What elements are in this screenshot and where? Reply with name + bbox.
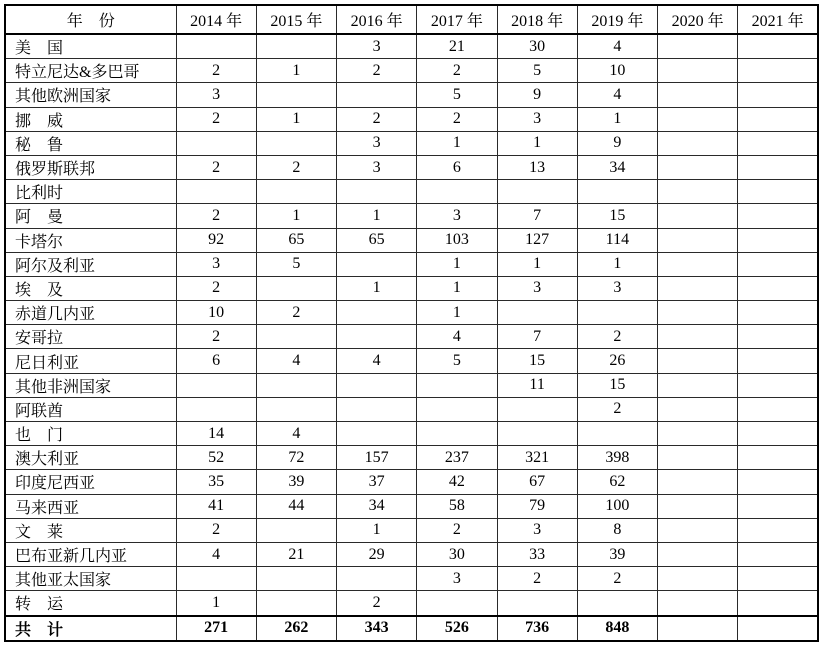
value-cell [738, 131, 818, 155]
value-cell [658, 616, 738, 641]
value-cell: 1 [337, 204, 417, 228]
value-cell [658, 228, 738, 252]
value-cell [738, 542, 818, 566]
value-cell: 15 [577, 373, 657, 397]
header-year-fen-label: 年 份 [5, 5, 176, 34]
value-cell: 848 [577, 616, 657, 641]
value-cell: 2 [337, 591, 417, 616]
table-row [5, 373, 818, 397]
table-row [5, 204, 818, 228]
value-cell [658, 591, 738, 616]
value-cell: 3 [497, 107, 577, 131]
value-cell: 1 [417, 252, 497, 276]
value-cell [417, 591, 497, 616]
value-cell: 398 [577, 446, 657, 470]
table-body [5, 34, 818, 641]
value-cell: 2 [417, 518, 497, 542]
value-cell: 4 [577, 34, 657, 59]
value-cell: 2 [176, 518, 256, 542]
value-cell [256, 397, 336, 421]
value-cell [337, 422, 417, 446]
value-cell [417, 373, 497, 397]
table-row [5, 542, 818, 566]
row-label: 转 运 [5, 591, 176, 616]
header-year-cell: 2015 年 [256, 5, 336, 34]
total-row [5, 616, 818, 641]
value-cell [738, 252, 818, 276]
value-cell [658, 446, 738, 470]
value-cell: 1 [497, 252, 577, 276]
value-cell [417, 397, 497, 421]
table-row [5, 325, 818, 349]
value-cell [738, 180, 818, 204]
value-cell: 2 [256, 155, 336, 179]
table-row [5, 397, 818, 421]
value-cell [176, 397, 256, 421]
value-cell: 39 [577, 542, 657, 566]
value-cell: 33 [497, 542, 577, 566]
value-cell: 41 [176, 494, 256, 518]
value-cell: 72 [256, 446, 336, 470]
value-cell [738, 276, 818, 300]
row-label: 马来西亚 [5, 494, 176, 518]
value-cell: 1 [256, 204, 336, 228]
value-cell: 127 [497, 228, 577, 252]
value-cell [337, 301, 417, 325]
value-cell [176, 567, 256, 591]
value-cell [256, 325, 336, 349]
row-label: 卡塔尔 [5, 228, 176, 252]
value-cell: 2 [337, 59, 417, 83]
value-cell: 1 [417, 131, 497, 155]
table-header [5, 5, 818, 34]
value-cell [738, 397, 818, 421]
value-cell: 29 [337, 542, 417, 566]
value-cell: 3 [417, 567, 497, 591]
value-cell: 5 [256, 252, 336, 276]
value-cell: 3 [176, 83, 256, 107]
value-cell: 58 [417, 494, 497, 518]
value-cell [577, 591, 657, 616]
value-cell: 10 [176, 301, 256, 325]
value-cell [738, 83, 818, 107]
value-cell: 3 [176, 252, 256, 276]
value-cell: 37 [337, 470, 417, 494]
value-cell: 7 [497, 204, 577, 228]
value-cell [658, 567, 738, 591]
value-cell: 2 [337, 107, 417, 131]
value-cell: 1 [337, 276, 417, 300]
value-cell [577, 180, 657, 204]
value-cell [658, 422, 738, 446]
row-label: 埃 及 [5, 276, 176, 300]
value-cell [497, 397, 577, 421]
value-cell [337, 325, 417, 349]
value-cell: 262 [256, 616, 336, 641]
value-cell [256, 131, 336, 155]
value-cell: 1 [256, 107, 336, 131]
row-label: 也 门 [5, 422, 176, 446]
value-cell: 35 [176, 470, 256, 494]
value-cell: 103 [417, 228, 497, 252]
value-cell: 2 [176, 325, 256, 349]
value-cell [658, 83, 738, 107]
value-cell: 13 [497, 155, 577, 179]
value-cell: 736 [497, 616, 577, 641]
value-cell: 9 [497, 83, 577, 107]
value-cell: 2 [176, 276, 256, 300]
value-cell: 26 [577, 349, 657, 373]
value-cell [337, 252, 417, 276]
header-year-cell: 2019 年 [577, 5, 657, 34]
value-cell: 10 [577, 59, 657, 83]
value-cell: 2 [577, 397, 657, 421]
value-cell: 30 [417, 542, 497, 566]
row-label: 尼日利亚 [5, 349, 176, 373]
value-cell [658, 59, 738, 83]
row-label: 澳大利亚 [5, 446, 176, 470]
value-cell: 1 [417, 301, 497, 325]
table-row [5, 349, 818, 373]
value-cell: 34 [577, 155, 657, 179]
value-cell: 1 [417, 276, 497, 300]
table-row [5, 518, 818, 542]
value-cell: 2 [577, 325, 657, 349]
value-cell [738, 155, 818, 179]
value-cell: 14 [176, 422, 256, 446]
row-label: 巴布亚新几内亚 [5, 542, 176, 566]
value-cell: 6 [176, 349, 256, 373]
value-cell [658, 349, 738, 373]
table-row [5, 180, 818, 204]
value-cell [256, 567, 336, 591]
value-cell [497, 301, 577, 325]
value-cell [738, 446, 818, 470]
value-cell: 321 [497, 446, 577, 470]
value-cell: 114 [577, 228, 657, 252]
value-cell: 7 [497, 325, 577, 349]
table-row [5, 494, 818, 518]
value-cell [337, 180, 417, 204]
value-cell [337, 83, 417, 107]
row-label: 其他欧洲国家 [5, 83, 176, 107]
value-cell [176, 180, 256, 204]
row-label: 美 国 [5, 34, 176, 59]
value-cell [658, 34, 738, 59]
value-cell: 21 [256, 542, 336, 566]
row-label: 其他亚太国家 [5, 567, 176, 591]
table-row [5, 34, 818, 59]
value-cell [738, 616, 818, 641]
value-cell: 1 [497, 131, 577, 155]
header-year-cell: 2016 年 [337, 5, 417, 34]
table-row [5, 446, 818, 470]
value-cell [738, 373, 818, 397]
value-cell [738, 422, 818, 446]
table-row [5, 131, 818, 155]
value-cell [658, 397, 738, 421]
row-label: 阿联酋 [5, 397, 176, 421]
value-cell: 343 [337, 616, 417, 641]
value-cell: 8 [577, 518, 657, 542]
value-cell [577, 422, 657, 446]
table-row [5, 301, 818, 325]
table-row [5, 83, 818, 107]
value-cell [738, 567, 818, 591]
value-cell [738, 301, 818, 325]
value-cell: 67 [497, 470, 577, 494]
row-label: 印度尼西亚 [5, 470, 176, 494]
value-cell [577, 301, 657, 325]
value-cell: 39 [256, 470, 336, 494]
row-label: 文 莱 [5, 518, 176, 542]
value-cell: 3 [337, 131, 417, 155]
value-cell: 15 [577, 204, 657, 228]
value-cell [658, 301, 738, 325]
value-cell: 11 [497, 373, 577, 397]
table-row [5, 470, 818, 494]
value-cell [658, 518, 738, 542]
header-year-cell: 2014 年 [176, 5, 256, 34]
value-cell: 100 [577, 494, 657, 518]
value-cell: 21 [417, 34, 497, 59]
value-cell: 3 [337, 155, 417, 179]
row-label: 安哥拉 [5, 325, 176, 349]
value-cell: 30 [497, 34, 577, 59]
value-cell: 2 [176, 155, 256, 179]
value-cell [337, 567, 417, 591]
total-row-label: 共 计 [5, 616, 176, 641]
value-cell: 4 [577, 83, 657, 107]
value-cell [658, 542, 738, 566]
value-cell: 44 [256, 494, 336, 518]
value-cell [417, 180, 497, 204]
table-row [5, 422, 818, 446]
value-cell: 2 [417, 107, 497, 131]
value-cell [658, 470, 738, 494]
value-cell [497, 422, 577, 446]
value-cell [658, 252, 738, 276]
value-cell [337, 397, 417, 421]
value-cell: 3 [497, 518, 577, 542]
value-cell: 9 [577, 131, 657, 155]
value-cell [658, 325, 738, 349]
yearly-country-data-table [4, 4, 819, 642]
value-cell [256, 180, 336, 204]
value-cell [738, 204, 818, 228]
header-year-cell: 2020 年 [658, 5, 738, 34]
value-cell [738, 494, 818, 518]
value-cell [658, 107, 738, 131]
value-cell [256, 34, 336, 59]
value-cell: 526 [417, 616, 497, 641]
value-cell: 92 [176, 228, 256, 252]
value-cell [337, 373, 417, 397]
value-cell: 5 [417, 83, 497, 107]
row-label: 赤道几内亚 [5, 301, 176, 325]
value-cell: 2 [417, 59, 497, 83]
value-cell: 4 [417, 325, 497, 349]
row-label: 比利时 [5, 180, 176, 204]
value-cell: 3 [337, 34, 417, 59]
value-cell [658, 276, 738, 300]
value-cell [738, 34, 818, 59]
value-cell: 1 [577, 107, 657, 131]
value-cell [658, 204, 738, 228]
row-label: 俄罗斯联邦 [5, 155, 176, 179]
value-cell: 1 [256, 59, 336, 83]
value-cell: 3 [417, 204, 497, 228]
table-row [5, 591, 818, 616]
value-cell [658, 373, 738, 397]
header-year-cell: 2021 年 [738, 5, 818, 34]
value-cell: 157 [337, 446, 417, 470]
value-cell [176, 131, 256, 155]
value-cell: 4 [337, 349, 417, 373]
value-cell [658, 180, 738, 204]
value-cell [738, 107, 818, 131]
value-cell: 65 [337, 228, 417, 252]
value-cell: 34 [337, 494, 417, 518]
table-row [5, 228, 818, 252]
value-cell [497, 180, 577, 204]
table-row [5, 155, 818, 179]
header-year-cell: 2017 年 [417, 5, 497, 34]
value-cell: 52 [176, 446, 256, 470]
value-cell [658, 155, 738, 179]
value-cell: 65 [256, 228, 336, 252]
table-row [5, 276, 818, 300]
value-cell: 1 [577, 252, 657, 276]
row-label: 其他非洲国家 [5, 373, 176, 397]
value-cell: 3 [497, 276, 577, 300]
value-cell: 2 [176, 59, 256, 83]
value-cell [738, 59, 818, 83]
value-cell: 271 [176, 616, 256, 641]
value-cell [738, 349, 818, 373]
row-label: 秘 鲁 [5, 131, 176, 155]
header-year-cell: 2018 年 [497, 5, 577, 34]
value-cell: 15 [497, 349, 577, 373]
value-cell: 1 [176, 591, 256, 616]
value-cell [176, 34, 256, 59]
value-cell: 79 [497, 494, 577, 518]
value-cell: 5 [497, 59, 577, 83]
value-cell [658, 494, 738, 518]
value-cell: 4 [176, 542, 256, 566]
value-cell: 4 [256, 422, 336, 446]
table-row [5, 567, 818, 591]
value-cell [738, 591, 818, 616]
value-cell [256, 276, 336, 300]
value-cell: 2 [176, 107, 256, 131]
table-row [5, 59, 818, 83]
value-cell [256, 518, 336, 542]
value-cell: 6 [417, 155, 497, 179]
value-cell [256, 591, 336, 616]
row-label: 阿 曼 [5, 204, 176, 228]
table-row [5, 252, 818, 276]
value-cell: 42 [417, 470, 497, 494]
table-row [5, 107, 818, 131]
row-label: 挪 威 [5, 107, 176, 131]
value-cell: 62 [577, 470, 657, 494]
value-cell [176, 373, 256, 397]
value-cell [497, 591, 577, 616]
value-cell: 2 [176, 204, 256, 228]
value-cell: 2 [256, 301, 336, 325]
value-cell [658, 131, 738, 155]
value-cell [738, 325, 818, 349]
value-cell [738, 470, 818, 494]
value-cell [738, 518, 818, 542]
value-cell: 5 [417, 349, 497, 373]
value-cell [738, 228, 818, 252]
row-label: 特立尼达&多巴哥 [5, 59, 176, 83]
value-cell: 1 [337, 518, 417, 542]
value-cell: 4 [256, 349, 336, 373]
value-cell: 2 [497, 567, 577, 591]
value-cell: 3 [577, 276, 657, 300]
value-cell [417, 422, 497, 446]
value-cell: 237 [417, 446, 497, 470]
value-cell [256, 83, 336, 107]
value-cell: 2 [577, 567, 657, 591]
row-label: 阿尔及利亚 [5, 252, 176, 276]
value-cell [256, 373, 336, 397]
header-row [5, 5, 818, 34]
